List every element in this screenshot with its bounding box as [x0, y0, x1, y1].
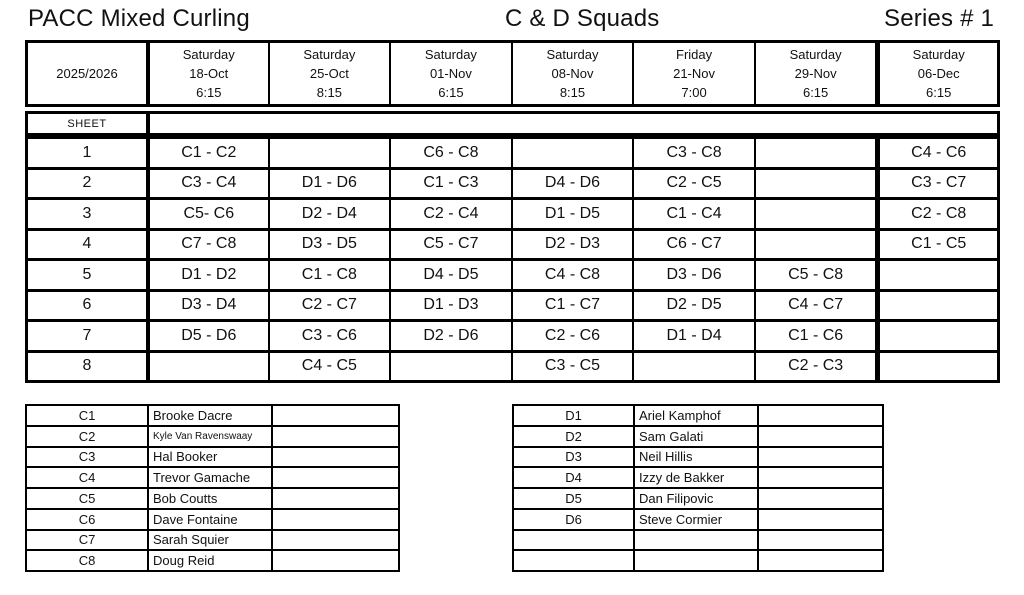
game-cell: D4 - D5 — [391, 261, 511, 289]
game-cell: C4 - C7 — [756, 292, 876, 320]
roster-name-cell: Sam Galati — [635, 427, 757, 446]
sheet-number-cell: 2 — [28, 170, 146, 198]
date-header-cell — [270, 43, 390, 104]
roster-name-cell: Izzy de Bakker — [635, 468, 757, 487]
header-time: 6:15 — [802, 85, 829, 100]
sheet-row-empty-cell — [148, 114, 997, 133]
game-cell: C1 - C5 — [877, 231, 997, 259]
game-cell: D2 - D3 — [513, 231, 633, 259]
roster-blank-cell — [273, 427, 398, 446]
sheet-number-cell: 4 — [28, 231, 146, 259]
roster-blank-cell — [759, 427, 882, 446]
roster-name-cell: Dan Filipovic — [635, 489, 757, 508]
game-cell: C1 - C8 — [270, 261, 390, 289]
page-title: PACC Mixed Curling — [28, 5, 250, 32]
game-cell: C1 - C4 — [634, 200, 754, 228]
sheet-label-row — [25, 111, 1000, 136]
game-cell: C1 - C7 — [513, 292, 633, 320]
game-cell — [877, 292, 997, 320]
roster-id-cell: D6 — [514, 510, 633, 529]
roster-id-cell: D3 — [514, 448, 633, 467]
date-header-cell — [391, 43, 511, 104]
header-date: 06-Dec — [917, 66, 960, 81]
game-cell: C2 - C6 — [513, 322, 633, 350]
game-cell — [270, 139, 390, 167]
roster-id-cell — [514, 551, 633, 570]
roster-id-cell: C4 — [27, 468, 147, 487]
roster-id-cell: C7 — [27, 531, 147, 550]
game-cell: D3 - D4 — [148, 292, 268, 320]
roster-blank-cell — [273, 468, 398, 487]
date-header-cell — [877, 43, 997, 104]
header-time: 6:15 — [926, 85, 952, 100]
game-cell — [756, 139, 876, 167]
roster-name-cell — [635, 551, 757, 570]
game-cell: C3 - C8 — [634, 139, 754, 167]
sheet-number-cell: 6 — [28, 292, 146, 320]
roster-blank-cell — [759, 551, 882, 570]
sheet-number-cell: 7 — [28, 322, 146, 350]
roster-id-cell: D5 — [514, 489, 633, 508]
roster-blank-cell — [759, 406, 882, 425]
roster-id-cell: D1 — [514, 406, 633, 425]
roster-blank-cell — [273, 510, 398, 529]
game-cell: D2 - D4 — [270, 200, 390, 228]
header-day: Saturday — [182, 47, 235, 62]
game-cell — [513, 139, 633, 167]
header-date: 25-Oct — [309, 66, 349, 81]
game-cell — [756, 170, 876, 198]
c-squad-roster — [25, 404, 400, 572]
game-cell: C4 - C5 — [270, 353, 390, 381]
roster-name-cell — [635, 531, 757, 550]
game-cell — [756, 231, 876, 259]
game-cell — [756, 200, 876, 228]
game-cell: C7 - C8 — [148, 231, 268, 259]
header-day: Friday — [676, 47, 713, 62]
game-cell — [634, 353, 754, 381]
sheet-label-cell: SHEET — [28, 114, 146, 133]
game-cell — [148, 353, 268, 381]
roster-id-cell: C2 — [27, 427, 147, 446]
date-header-cell — [513, 43, 633, 104]
game-cell: D3 - D5 — [270, 231, 390, 259]
roster-name-cell: Ariel Kamphof — [635, 406, 757, 425]
roster-blank-cell — [273, 489, 398, 508]
game-cell: D1 - D2 — [148, 261, 268, 289]
games-grid — [25, 136, 1000, 383]
roster-blank-cell — [273, 531, 398, 550]
roster-id-cell: C6 — [27, 510, 147, 529]
game-cell: C5 - C8 — [756, 261, 876, 289]
game-cell: C2 - C5 — [634, 170, 754, 198]
header-day: Saturday — [546, 47, 599, 62]
game-cell: C5 - C7 — [391, 231, 511, 259]
game-cell — [391, 353, 511, 381]
game-cell: C3 - C4 — [148, 170, 268, 198]
roster-blank-cell — [273, 448, 398, 467]
game-cell: D2 - D6 — [391, 322, 511, 350]
roster-name-cell: Dave Fontaine — [149, 510, 271, 529]
header-date: 18-Oct — [189, 66, 229, 81]
game-cell — [877, 261, 997, 289]
roster-name-cell: Steve Cormier — [635, 510, 757, 529]
header-time: 7:00 — [681, 85, 707, 100]
header-day: Saturday — [912, 47, 965, 62]
roster-id-cell: C3 — [27, 448, 147, 467]
roster-name-cell: Kyle Van Ravenswaay — [149, 427, 271, 446]
roster-blank-cell — [759, 510, 882, 529]
game-cell: C2 - C4 — [391, 200, 511, 228]
header-date: 01-Nov — [429, 66, 472, 81]
series-title: Series # 1 — [884, 5, 995, 32]
roster-blank-cell — [759, 448, 882, 467]
header-time: 8:15 — [559, 85, 586, 100]
sheet-number-cell: 1 — [28, 139, 146, 167]
header-time: 8:15 — [316, 85, 342, 100]
roster-id-cell: C5 — [27, 489, 147, 508]
sheet-number-cell: 5 — [28, 261, 146, 289]
roster-name-cell: Brooke Dacre — [149, 406, 271, 425]
game-cell: C5- C6 — [148, 200, 268, 228]
game-cell — [877, 353, 997, 381]
game-cell: C3 - C7 — [877, 170, 997, 198]
game-cell: D1 - D5 — [513, 200, 633, 228]
game-cell: D4 - D6 — [513, 170, 633, 198]
game-cell: D3 - D6 — [634, 261, 754, 289]
game-cell: C2 - C3 — [756, 353, 876, 381]
game-cell: C1 - C2 — [148, 139, 268, 167]
game-cell — [877, 322, 997, 350]
game-cell: D2 - D5 — [634, 292, 754, 320]
header-time: 6:15 — [438, 85, 464, 100]
roster-blank-cell — [759, 531, 882, 550]
date-header-cell — [148, 43, 268, 104]
header-day: Saturday — [789, 47, 842, 62]
game-cell: C4 - C6 — [877, 139, 997, 167]
roster-id-cell — [514, 531, 633, 550]
game-cell: C6 - C8 — [391, 139, 511, 167]
squads-title: C & D Squads — [505, 5, 660, 32]
game-cell: D1 - D3 — [391, 292, 511, 320]
header-time: 6:15 — [196, 85, 222, 100]
header-day: Saturday — [424, 47, 477, 62]
roster-id-cell: D2 — [514, 427, 633, 446]
roster-id-cell: C1 — [27, 406, 147, 425]
roster-name-cell: Hal Booker — [149, 448, 271, 467]
game-cell: D1 - D4 — [634, 322, 754, 350]
game-cell: C1 - C6 — [756, 322, 876, 350]
roster-blank-cell — [273, 551, 398, 570]
game-cell: C3 - C5 — [513, 353, 633, 381]
sheet-number-cell: 3 — [28, 200, 146, 228]
date-header-cell — [756, 43, 876, 104]
roster-name-cell: Bob Coutts — [149, 489, 271, 508]
date-header-cell — [634, 43, 754, 104]
game-cell: C1 - C3 — [391, 170, 511, 198]
header-date: 29-Nov — [794, 66, 837, 81]
roster-id-cell: C8 — [27, 551, 147, 570]
game-cell: C4 - C8 — [513, 261, 633, 289]
d-squad-roster — [512, 404, 884, 572]
game-cell: C3 - C6 — [270, 322, 390, 350]
game-cell: D1 - D6 — [270, 170, 390, 198]
roster-blank-cell — [759, 489, 882, 508]
season-cell: 2025/2026 — [28, 43, 146, 104]
game-cell: C2 - C8 — [877, 200, 997, 228]
roster-name-cell: Neil Hillis — [635, 448, 757, 467]
roster-name-cell: Doug Reid — [149, 551, 271, 570]
roster-name-cell: Trevor Gamache — [149, 468, 271, 487]
roster-blank-cell — [759, 468, 882, 487]
header-day: Saturday — [303, 47, 356, 62]
game-cell: C6 - C7 — [634, 231, 754, 259]
roster-name-cell: Sarah Squier — [149, 531, 271, 550]
roster-blank-cell — [273, 406, 398, 425]
header-date: 08-Nov — [551, 66, 594, 81]
game-cell: D5 - D6 — [148, 322, 268, 350]
header-date: 21-Nov — [673, 66, 716, 81]
sheet-number-cell: 8 — [28, 353, 146, 381]
schedule-header-row — [25, 40, 1000, 107]
game-cell: C2 - C7 — [270, 292, 390, 320]
roster-id-cell: D4 — [514, 468, 633, 487]
